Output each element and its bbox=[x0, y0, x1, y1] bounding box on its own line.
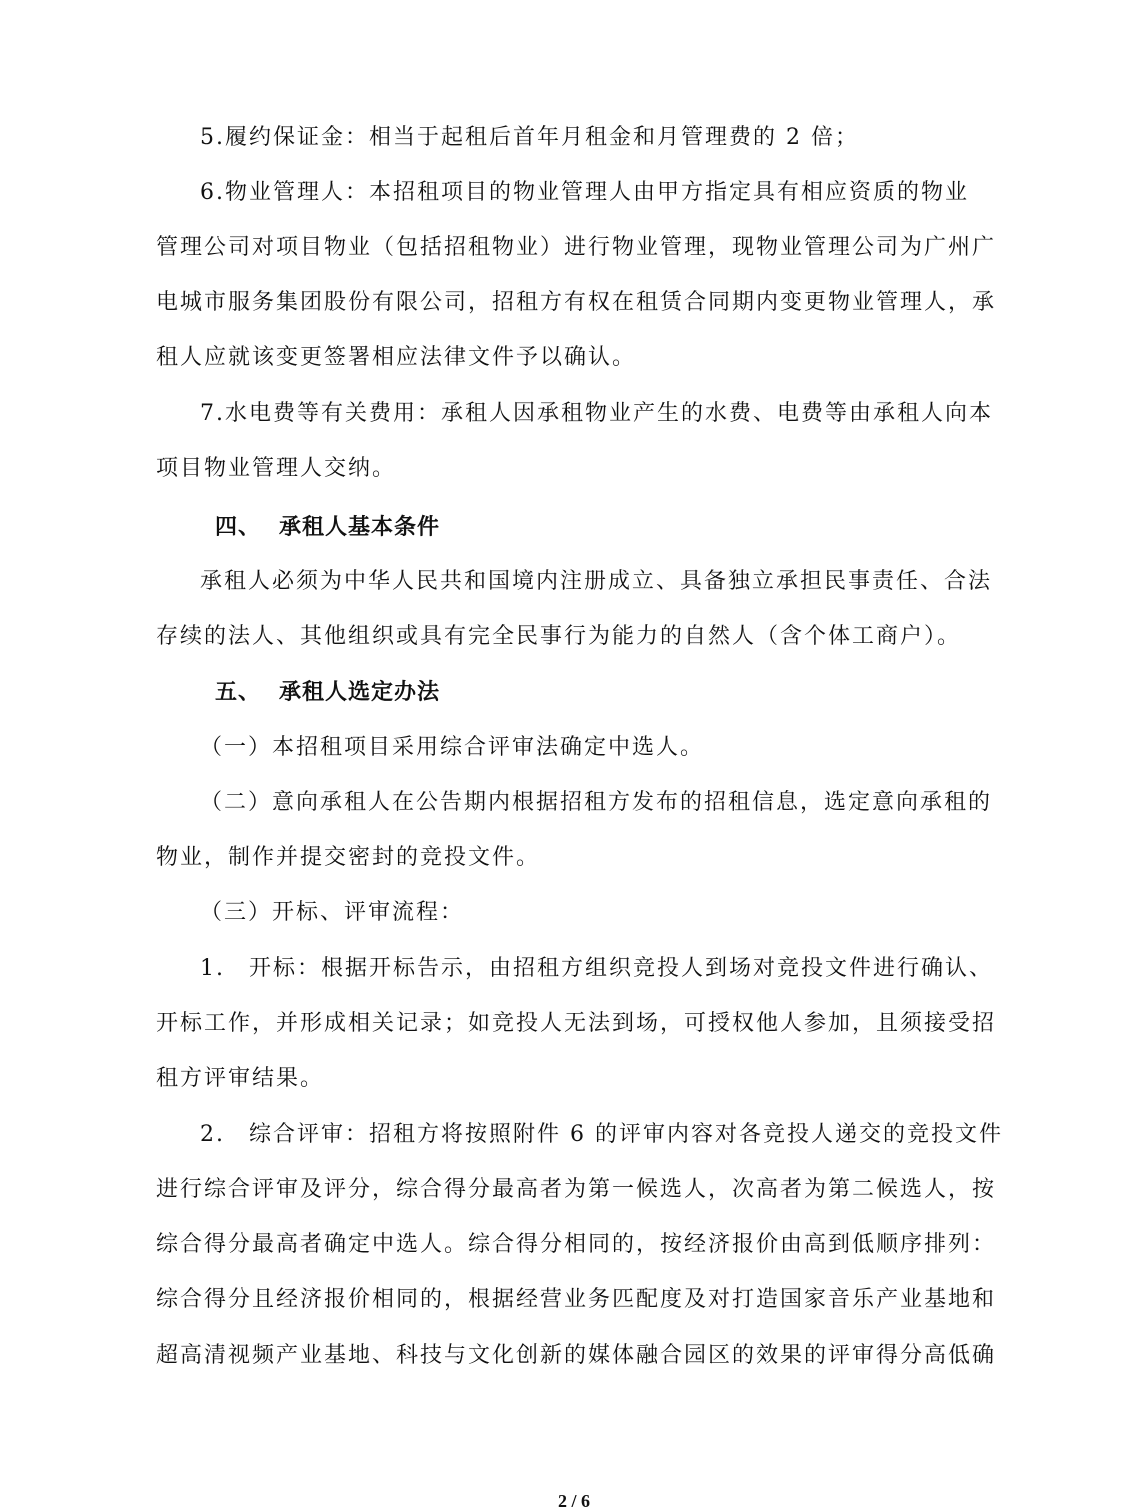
section-5-line-11: 综合得分且经济报价相同的，根据经营业务匹配度及对打造国家音乐产业基地和 bbox=[156, 1287, 997, 1312]
clause-6-line-3: 电城市服务集团股份有限公司，招租方有权在租赁合同期内变更物业管理人，承 bbox=[156, 290, 997, 315]
section-5-title: 承租人选定办法 bbox=[279, 679, 441, 705]
section-5-line-6: 开标工作，并形成相关记录；如竞投人无法到场，可授权他人参加，且须接受招 bbox=[156, 1011, 997, 1036]
clause-7-line-1: 7.水电费等有关费用：承租人因承租物业产生的水费、电费等由承租人向本 bbox=[200, 401, 993, 426]
section-4-title: 承租人基本条件 bbox=[279, 514, 441, 540]
section-5-line-12: 超高清视频产业基地、科技与文化创新的媒体融合园区的效果的评审得分高低确 bbox=[156, 1343, 997, 1368]
section-5-line-7: 租方评审结果。 bbox=[156, 1066, 325, 1091]
section-5-line-4: （三）开标、评审流程： bbox=[200, 900, 465, 925]
clause-6-line-2: 管理公司对项目物业（包括招租物业）进行物业管理，现物业管理公司为广州广 bbox=[156, 235, 997, 260]
clause-6-line-4: 租人应就该变更签署相应法律文件予以确认。 bbox=[156, 345, 637, 370]
section-5-line-10: 综合得分最高者确定中选人。综合得分相同的，按经济报价由高到低顺序排列： bbox=[156, 1232, 997, 1257]
section-4-line-1: 承租人必须为中华人民共和国境内注册成立、具备独立承担民事责任、合法 bbox=[200, 569, 993, 594]
section-4-number: 四、 bbox=[215, 514, 262, 540]
section-5-line-5: 1. 开标：根据开标告示，由招租方组织竞投人到场对竞投文件进行确认、 bbox=[200, 956, 993, 981]
section-5-line-2: （二）意向承租人在公告期内根据招租方发布的招租信息，选定意向承租的 bbox=[200, 790, 993, 815]
section-4-line-2: 存续的法人、其他组织或具有完全民事行为能力的自然人（含个体工商户）。 bbox=[156, 624, 962, 649]
section-5-heading bbox=[215, 677, 440, 707]
clause-7-line-2: 项目物业管理人交纳。 bbox=[156, 456, 397, 481]
section-5-line-8: 2. 综合评审：招租方将按照附件 6 的评审内容对各竞投人递交的竞投文件 bbox=[200, 1122, 1003, 1147]
page-number: 2 / 6 bbox=[557, 1491, 590, 1511]
section-5-line-9: 进行综合评审及评分，综合得分最高者为第一候选人，次高者为第二候选人，按 bbox=[156, 1177, 997, 1202]
section-4-heading bbox=[215, 512, 440, 542]
section-5-line-1: （一）本招租项目采用综合评审法确定中选人。 bbox=[200, 735, 705, 760]
section-5-line-3: 物业，制作并提交密封的竞投文件。 bbox=[156, 845, 541, 870]
section-5-number: 五、 bbox=[215, 679, 262, 705]
clause-5-line-1: 5.履约保证金：相当于起租后首年月租金和月管理费的 2 倍； bbox=[200, 125, 859, 150]
clause-6-line-1: 6.物业管理人：本招租项目的物业管理人由甲方指定具有相应资质的物业 bbox=[200, 180, 969, 205]
